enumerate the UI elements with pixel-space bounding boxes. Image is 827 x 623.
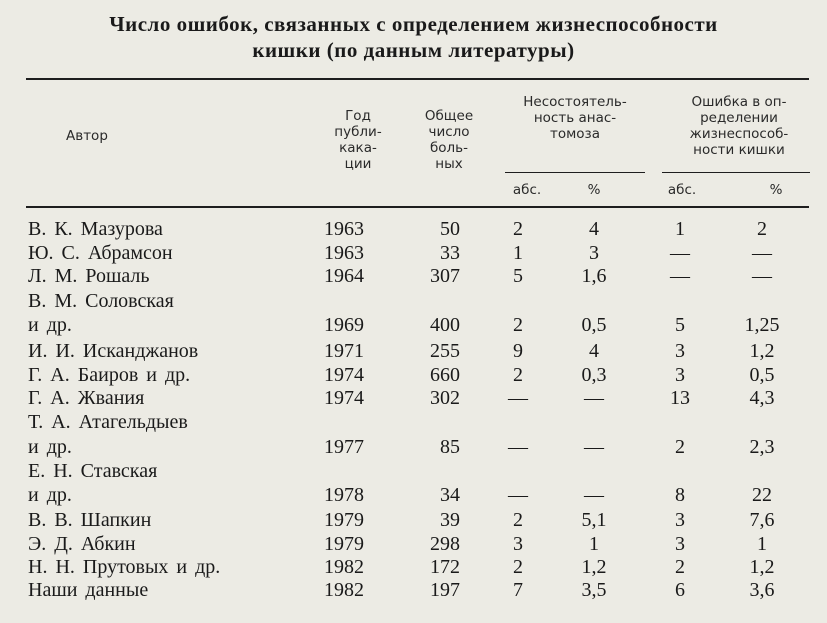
cell-author: Наши данные xyxy=(28,579,149,601)
cell-year: 1969 xyxy=(324,314,364,336)
header-failure-abs: абс. xyxy=(512,182,542,198)
cell-failure-abs: 5 xyxy=(513,265,523,287)
cell-error-abs: 1 xyxy=(675,218,685,240)
cell-failure-pct: 1,2 xyxy=(581,556,607,578)
cell-failure-pct: 0,5 xyxy=(581,314,607,336)
table-row xyxy=(0,364,827,388)
cell-error-pct: 2,3 xyxy=(749,436,775,458)
cell-author: Н. Н. Прутовых и др. xyxy=(28,556,221,578)
subheader-rule-failure xyxy=(505,172,645,173)
cell-failure-pct: — xyxy=(584,484,604,506)
cell-author: Е. Н. Ставская xyxy=(28,460,158,482)
cell-failure-pct: 3 xyxy=(589,242,599,264)
cell-author: Г. А. Баиров и др. xyxy=(28,364,191,386)
cell-author: В. М. Соловская xyxy=(28,290,174,312)
cell-failure-abs: 3 xyxy=(513,533,523,555)
cell-year: 1982 xyxy=(324,556,364,578)
cell-error-pct: 7,6 xyxy=(749,509,775,531)
cell-year: 1978 xyxy=(324,484,364,506)
cell-author: Т. А. Атагельдыев xyxy=(28,411,188,433)
cell-total: 85 xyxy=(440,436,460,458)
header-error-abs: абс. xyxy=(667,182,697,198)
table-row xyxy=(0,387,827,411)
table-row xyxy=(0,579,827,603)
cell-failure-abs: 2 xyxy=(513,218,523,240)
cell-failure-pct: 3,5 xyxy=(581,579,607,601)
cell-error-abs: — xyxy=(670,265,690,287)
cell-error-pct: 3,6 xyxy=(749,579,775,601)
cell-total: 298 xyxy=(430,533,460,555)
cell-failure-pct: 4 xyxy=(589,218,599,240)
table-row xyxy=(0,314,827,338)
header-anastomosis-failure: Несостоятель- ность анас- томоза xyxy=(523,94,627,142)
cell-year: 1963 xyxy=(324,218,364,240)
table-row xyxy=(0,290,827,314)
cell-total: 307 xyxy=(430,265,460,287)
cell-year: 1963 xyxy=(324,242,364,264)
cell-author: Г. А. Жвания xyxy=(28,387,145,409)
cell-error-pct: 2 xyxy=(757,218,767,240)
cell-error-abs: — xyxy=(670,242,690,264)
cell-total: 660 xyxy=(430,364,460,386)
cell-error-abs: 3 xyxy=(675,509,685,531)
cell-failure-pct: 1,6 xyxy=(581,265,607,287)
cell-author: и др. xyxy=(28,484,72,506)
cell-total: 34 xyxy=(440,484,460,506)
table-title-line-2: кишки (по данным литературы) xyxy=(252,38,575,62)
top-rule xyxy=(26,78,809,80)
cell-total: 172 xyxy=(430,556,460,578)
cell-error-pct: 1,2 xyxy=(749,556,775,578)
cell-author: и др. xyxy=(28,436,72,458)
cell-error-pct: — xyxy=(752,265,772,287)
cell-error-abs: 6 xyxy=(675,579,685,601)
cell-failure-abs: 2 xyxy=(513,314,523,336)
cell-failure-abs: 7 xyxy=(513,579,523,601)
cell-failure-abs: 2 xyxy=(513,509,523,531)
cell-total: 400 xyxy=(430,314,460,336)
table-row xyxy=(0,533,827,557)
cell-total: 50 xyxy=(440,218,460,240)
table-row xyxy=(0,484,827,508)
cell-total: 197 xyxy=(430,579,460,601)
table-row xyxy=(0,218,827,242)
cell-author: Ю. С. Абрамсон xyxy=(28,242,173,264)
cell-year: 1974 xyxy=(324,364,364,386)
table-row xyxy=(0,242,827,266)
cell-year: 1979 xyxy=(324,533,364,555)
cell-error-abs: 13 xyxy=(670,387,690,409)
cell-year: 1974 xyxy=(324,387,364,409)
cell-total: 302 xyxy=(430,387,460,409)
cell-total: 255 xyxy=(430,340,460,362)
table-row xyxy=(0,340,827,364)
cell-failure-pct: 4 xyxy=(589,340,599,362)
cell-author: В. В. Шапкин xyxy=(28,509,152,531)
cell-year: 1982 xyxy=(324,579,364,601)
cell-failure-abs: — xyxy=(508,484,528,506)
cell-failure-pct: 0,3 xyxy=(581,364,607,386)
table-row xyxy=(0,265,827,289)
cell-author: и др. xyxy=(28,314,72,336)
cell-error-abs: 3 xyxy=(675,533,685,555)
cell-failure-abs: 2 xyxy=(513,556,523,578)
cell-error-abs: 2 xyxy=(675,556,685,578)
cell-author: И. И. Исканджанов xyxy=(28,340,199,362)
cell-failure-abs: 1 xyxy=(513,242,523,264)
cell-total: 39 xyxy=(440,509,460,531)
cell-error-abs: 3 xyxy=(675,364,685,386)
cell-error-pct: 1,2 xyxy=(749,340,775,362)
cell-error-abs: 8 xyxy=(675,484,685,506)
cell-error-pct: 1,25 xyxy=(744,314,780,336)
cell-error-pct: 0,5 xyxy=(749,364,775,386)
header-author: Автор xyxy=(66,128,108,144)
header-year: Год публи- кака- ции xyxy=(334,108,382,172)
cell-author: Э. Д. Абкин xyxy=(28,533,136,555)
table-title-line-1: Число ошибок, связанных с определением жизнеспособности xyxy=(109,12,718,36)
table-row xyxy=(0,509,827,533)
header-error-pct: % xyxy=(769,182,783,198)
cell-error-pct: 22 xyxy=(752,484,772,506)
table-row xyxy=(0,460,827,484)
cell-failure-pct: — xyxy=(584,436,604,458)
cell-error-pct: — xyxy=(752,242,772,264)
cell-failure-abs: 2 xyxy=(513,364,523,386)
header-total-patients: Общее число боль- ных xyxy=(424,108,474,172)
cell-failure-pct: 5,1 xyxy=(581,509,607,531)
cell-failure-pct: 1 xyxy=(589,533,599,555)
header-failure-pct: % xyxy=(587,182,601,198)
cell-failure-abs: 9 xyxy=(513,340,523,362)
cell-author: В. К. Мазурова xyxy=(28,218,163,240)
cell-error-pct: 1 xyxy=(757,533,767,555)
cell-error-pct: 4,3 xyxy=(749,387,775,409)
cell-total: 33 xyxy=(440,242,460,264)
header-viability-error: Ошибка в оп- ределении жизнеспособ- ности кишки xyxy=(689,94,789,158)
cell-year: 1964 xyxy=(324,265,364,287)
table-row xyxy=(0,411,827,435)
subheader-rule-error xyxy=(662,172,810,173)
cell-failure-pct: — xyxy=(584,387,604,409)
cell-error-abs: 2 xyxy=(675,436,685,458)
cell-year: 1977 xyxy=(324,436,364,458)
cell-error-abs: 5 xyxy=(675,314,685,336)
table-row xyxy=(0,556,827,580)
cell-error-abs: 3 xyxy=(675,340,685,362)
cell-year: 1971 xyxy=(324,340,364,362)
cell-author: Л. М. Рошаль xyxy=(28,265,150,287)
cell-year: 1979 xyxy=(324,509,364,531)
cell-failure-abs: — xyxy=(508,436,528,458)
table-row xyxy=(0,436,827,460)
cell-failure-abs: — xyxy=(508,387,528,409)
body-rule xyxy=(26,206,809,208)
